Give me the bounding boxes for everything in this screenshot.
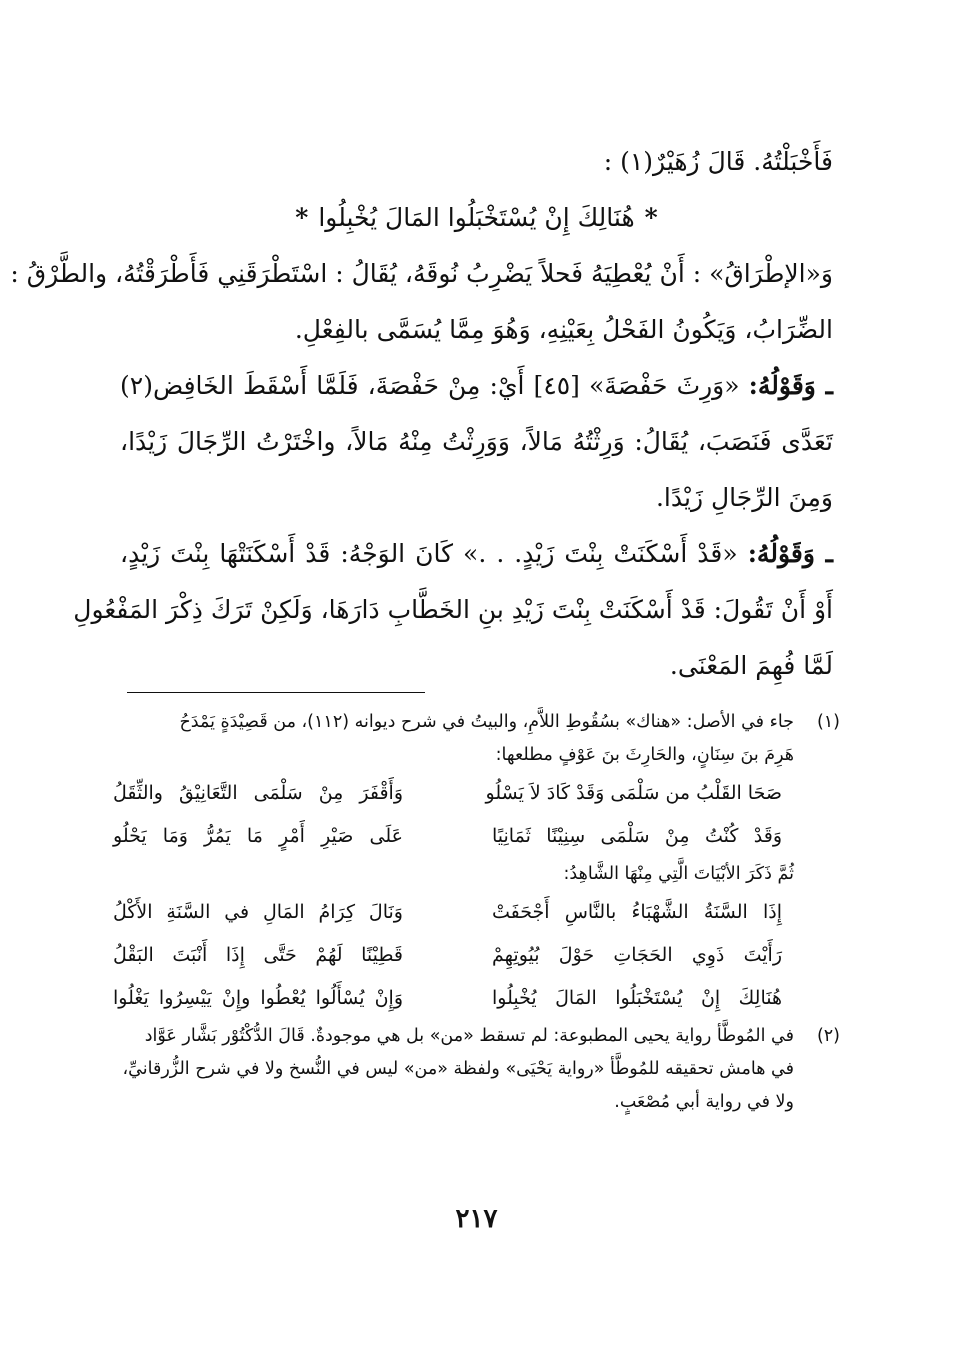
- poem-verse: [113, 772, 840, 815]
- footnote-number: (١): [816, 712, 840, 732]
- lead-phrase: ـ وَقَوْلُهُ:: [748, 371, 834, 400]
- page-number: ٢١٧: [455, 1204, 498, 1234]
- first-hemistich: رَأَيْتَ ذَوِي الحَجَاتِ حَوْلَ بُيُوتِهِمْ: [492, 944, 782, 966]
- text-line: [120, 526, 833, 582]
- second-hemistich: وَنَالَ كِرَامُ المَالِ في السَّنَةِ الأَكْلُ: [113, 901, 403, 923]
- first-hemistich: إِذَا السَّنَةُ الشَّهْبَاءُ بالنَّاسِ أَجْحَفَتْ: [492, 901, 782, 923]
- footnote-2-line: ولا في رواية أبي مُصْعَبٍ.: [614, 1092, 794, 1112]
- footnotes: [113, 706, 840, 1119]
- text-segment: «وَرِثَ حَفْصَةَ» [٤٥] أَيْ: مِنْ حَفْصَةَ، فَلَمَّا أَسْقَطَ الخَافِض(٢): [120, 371, 740, 400]
- text-line: وَ«الإطْرَاقُ» : أَنْ يُعْطِيَهُ فَحلاً يَضْرِبُ نُوقَهُ، يُقَالُ : اسْتَطْرَقَنِي فَأَطْرَقْتُهُ، والطَّرْقُ :: [10, 259, 833, 288]
- footnote-2-line: في هامش تحقيقه للمُوطَّأ «رواية يَحْيَى» ولفظة «من» ليس في النُّسخ ولا في شرح الزُّرقانيِّ،: [122, 1059, 794, 1079]
- footnote-1-line: [113, 706, 840, 739]
- second-hemistich: قَطِيْنًا لَهُمْ حَتَّى إِذَا أَنْبَتَ البَقْلُ: [113, 944, 403, 966]
- text-line: [120, 358, 833, 414]
- verse-line: [120, 190, 833, 246]
- text-segment: «قَدْ أَسْكَنَتْ بِنْتَ زَيْدٍ. . .» كَانَ الوَجْهُ: قَدْ أَسْكَنَتْهَا بِنْتَ زَيْدٍ،: [120, 539, 738, 568]
- star-ornament: *: [295, 203, 309, 232]
- first-hemistich: هُنَالِكَ إِنْ يُسْتَخْبَلُوا المَالَ يُخْبِلُوا: [492, 987, 782, 1009]
- second-hemistich: وَإِنْ يُسْأَلُوا يُعْطُوا وإِنْ يَيْسِرُوا يَغْلُوا: [113, 987, 403, 1009]
- star-ornament: *: [644, 203, 658, 232]
- text-line: فَأَخْبَلْتُهُ. قَالَ زُهَيْرٌ(١) :: [603, 147, 833, 176]
- verse-text: هُنَالِكَ إِنْ يُسْتَخْبَلُوا المَالَ يُخْبِلُوا: [318, 203, 635, 232]
- poem-verse: [113, 977, 840, 1020]
- text-line: لَمَّا فُهِمَ المَعْنَى.: [669, 651, 833, 680]
- footnote-divider: [127, 692, 425, 693]
- lead-phrase: ـ وَقَوْلُهُ:: [747, 539, 833, 568]
- poem-verse: [113, 891, 840, 934]
- poem-verse: [113, 934, 840, 977]
- second-hemistich: وَأَقْفَرَ مِنْ سَلْمَى التَّعَانِيْقُ والثِّقَلُ: [113, 782, 403, 804]
- footnote-1-line: هَرِمَ بنَ سِنَانٍ، والحَارِثَ بنَ عَوْفٍ مطلعها:: [495, 745, 794, 765]
- poem-verse: [113, 815, 840, 858]
- first-hemistich: وَقَدْ كُنْتُ مِنْ سَلْمَى سِنِيْنًا ثَمَانِيًا: [492, 825, 782, 847]
- text-line: وَمِنَ الرِّجَالِ زَيْدًا.: [655, 483, 833, 512]
- footnote-number: (٢): [816, 1026, 840, 1046]
- footnote-text: جاء في الأصل: «هناك» بسُقُوطِ اللاَّمِ، والبيتُ في شرح ديوانه (١١٢)، من قَصِيْدَةٍ يَمْدَحُ: [179, 712, 794, 732]
- footnote-text: في المُوطَّأ رواية يحيى المطبوعة: لم تسقط «من» بل هي موجودةٌ. قَالَ الدُّكْتُوْر بَشَّار عَوَّاد: [144, 1026, 794, 1046]
- main-text: [10, 134, 834, 694]
- second-hemistich: عَلَى صَيْرِ أَمْرٍ مَا يَمُرُّ وَمَا يَحْلُو: [113, 825, 403, 847]
- footnote-2-line: [113, 1020, 840, 1053]
- first-hemistich: صَحَا القَلْبُ من سَلْمَى وَقَدْ كَادَ لاَ يَسْلُو: [485, 782, 782, 804]
- footnote-1-line: ثُمَّ ذَكَرَ الأبْيَاتَ الَّتِي مِنْهَا الشَّاهِدُ:: [563, 864, 794, 884]
- text-line: تَعَدَّى فَنَصَبَ، يُقَالُ: وَرِثْتُهُ مَالاً، وَوَرِثْتُ مِنْهُ مَالاً، واخْتَرْتُ الرِّجَالَ زَيْدًا،: [120, 427, 833, 456]
- text-line: الضِّرَابُ، وَيَكُونُ الفَحْلُ بِعَيْنِهِ، وَهُوَ مِمَّا يُسَمَّى بالفِعْلِ.: [294, 315, 833, 344]
- text-line: أَوْ أَنْ تَقُولَ: قَدْ أَسْكَنَتْ بِنْتَ زَيْدِ بنِ الخَطَّابِ دَارَهَا، وَلَكِنْ تَرَكَ ذِكْرَ المَفْعُولِ: [73, 595, 833, 624]
